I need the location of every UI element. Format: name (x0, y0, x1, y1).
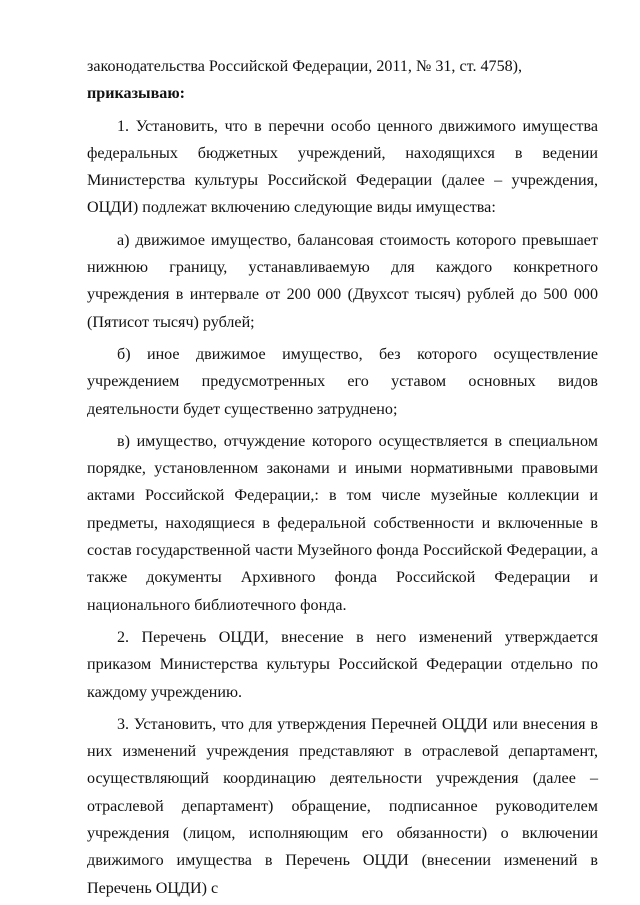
document-body (87, 53, 598, 902)
paragraph-1: 1. Установить, что в перечни особо ценного движимого имущества федеральных бюджетных учреждений, находящихся в ведении Министерства культуры Российской Федерации (далее – учреждения, ОЦДИ) подлежат включению следующие виды имущества: (87, 117, 598, 217)
paragraph-1b: б) иное движимое имущество, без которого осуществление учреждением предусмотренных его уставом основных видов деятельности будет существенно затруднено; (87, 345, 598, 418)
intro-line: законодательства Российской Федерации, 2011, № 31, ст. 4758), (87, 58, 523, 75)
order-word: приказываю: (87, 85, 186, 103)
paragraph-3: 3. Установить, что для утверждения Перечней ОЦДИ или внесения в них изменений учреждения представляют в отраслевой департамент, осуществляющий координацию деятельности учреждения (далее – отраслевой департамент) обращение, подписанное руководителем учреждения (лицом, исполняющим его обязанности) о включении движимого имущества в Перечень ОЦДИ (внесении изменений в Перечень ОЦДИ) с (87, 715, 598, 897)
paragraph-1a: а) движимое имущество, балансовая стоимость которого превышает нижнюю границу, устанавливаемую для каждого конкретного учреждения в интервале от 200 000 (Двухсот тысяч) рублей до 500 000 (Пятисот тысяч) рублей; (87, 231, 598, 331)
paragraph-1v: в) имущество, отчуждение которого осуществляется в специальном порядке, установленном законами и иными нормативными правовыми актами Российской Федерации,: в том числе музейные коллекции и предметы, находящиеся в федеральной собственности и включенные в состав государственной части Музейного фонда Российской Федерации, а также документы Архивного фонда Российской Федерации и национального библиотечного фонда. (87, 432, 598, 614)
paragraph-2: 2. Перечень ОЦДИ, внесение в него изменений утверждается приказом Министерства культуры Российской Федерации отдельно по каждому учреждению. (87, 628, 598, 701)
